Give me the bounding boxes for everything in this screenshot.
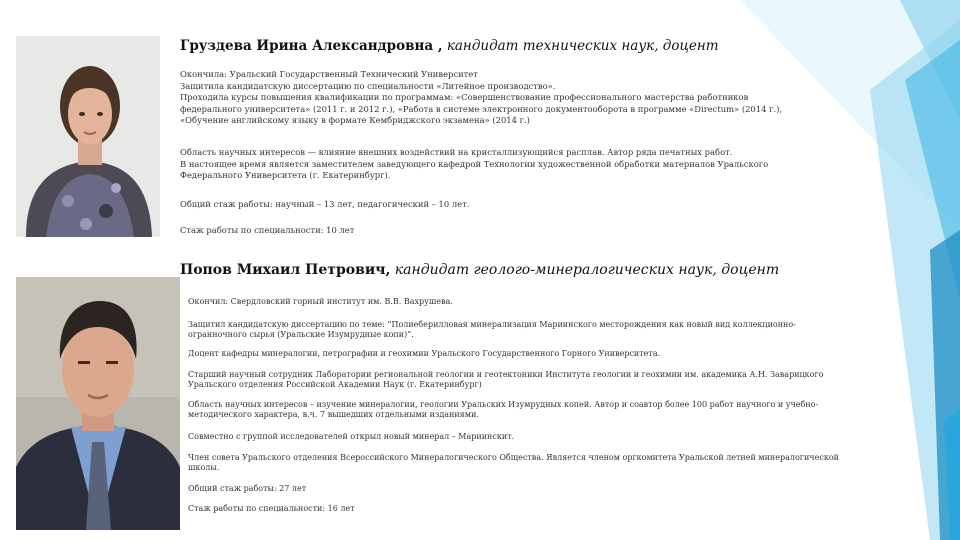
person2-name: Попов Михаил Петрович, [180, 262, 391, 278]
person2-mineral: Совместно с группой исследователей открыл новый минерал – Мариинскит. [188, 432, 515, 441]
person1-education: Окончила: Уральский Государственный Технический Университет [180, 69, 478, 79]
person2-society-line1: Член совета Уральского отделения Всероссийского Минералогического Общества. Является членом оргкомитета Уральской летней минералогической [188, 453, 839, 462]
person1-experience-block [180, 199, 820, 211]
person2-experience: Общий стаж работы: 27 лет [188, 484, 307, 493]
person2-experience-block [188, 484, 908, 494]
person2-dissertation-block [188, 320, 908, 340]
person2-specialty-experience: Стаж работы по специальности: 16 лет [188, 504, 355, 513]
person1-position-line2: Федерального Университета (г. Екатеринбург). [180, 170, 391, 180]
person2-heading [180, 262, 779, 278]
person1-position-line1: В настоящее время является заместителем заведующего кафедрой Технологии художественной обработки материалов Уральского [180, 158, 769, 169]
person2-interests-block [188, 400, 908, 420]
person1-dissertation: Защитила кандидатскую диссертацию по специальности «Литейное производство». [180, 80, 556, 91]
person2-researcher-block [188, 370, 908, 390]
person1-name: Груздева Ирина Александровна , [180, 38, 443, 54]
person1-experience: Общий стаж работы: научный – 13 лет, педагогический – 10 лет. [180, 199, 470, 209]
person2-specialty-block [188, 504, 908, 514]
person2-society-line2: школы. [188, 463, 220, 472]
person1-courses-line2: федерального университета» (2011 г. и 2012 г.), «Работа в системе электронного документооборота в программе «Directum» (2014 г.), [180, 103, 783, 114]
person2-dissertation-line1: Защитил кандидатскую диссертацию по теме: “Полиеберилловая минерализация Мариинского месторождения как новый вид коллекционно- [188, 320, 796, 329]
person2-researcher-line1: Старший научный сотрудник Лаборатории региональной геологии и геотектоники Института геологии и геохимии им. академика А.Н. Заварицкого [188, 370, 824, 379]
person2-docent: Доцент кафедры минералогии, петрографии и геохимии Уральского Государственного Горного Университета. [188, 349, 661, 358]
person1-interests-block [180, 147, 820, 182]
person2-interests-line1: Область научных интересов – изучение минералогии, геологии Уральских Изумрудных копей. Автор и соавтор более 100 работ научного и учебно- [188, 400, 819, 409]
person2-mineral-block [188, 432, 908, 442]
person1-bio [180, 69, 820, 127]
person1-interests: Область научных интересов — влияние внешних воздействий на кристаллизующийся расплав. Автор ряда печатных работ. [180, 147, 733, 157]
person2-interests-line2: методического характера, в.ч. 7 вышедших отдельными изданиями. [188, 410, 479, 419]
person1-specialty-block [180, 225, 820, 237]
person1-specialty-experience: Стаж работы по специальности: 10 лет [180, 225, 355, 235]
person2-researcher-line2: Уральского отделения Российской Академии Наук (г. Екатеринбург) [188, 380, 482, 389]
person2-society-block [188, 453, 908, 473]
person2-education-block [188, 297, 908, 307]
person2-rank: кандидат геолого-минералогических наук, доцент [390, 262, 780, 278]
person2-dissertation-line2: огранночного сырья (Уральские Изумрудные копи)”. [188, 330, 414, 339]
person2-docent-block [188, 349, 908, 359]
person1-heading [180, 38, 719, 54]
person2-education: Окончил: Свердловский горный институт им. В.В. Вахрушева. [188, 297, 453, 306]
person1-rank: кандидат технических наук, доцент [442, 38, 719, 54]
person1-courses-line3: «Обучение английскому языку в формате Кембриджского экзамена» (2014 г.) [180, 115, 530, 125]
person1-courses-line1: Проходила курсы повышения квалификации по программам: «Совершенствование профессионального мастерства работников [180, 92, 749, 102]
portrait-photo-2 [16, 277, 180, 530]
portrait-photo-1 [16, 36, 160, 237]
